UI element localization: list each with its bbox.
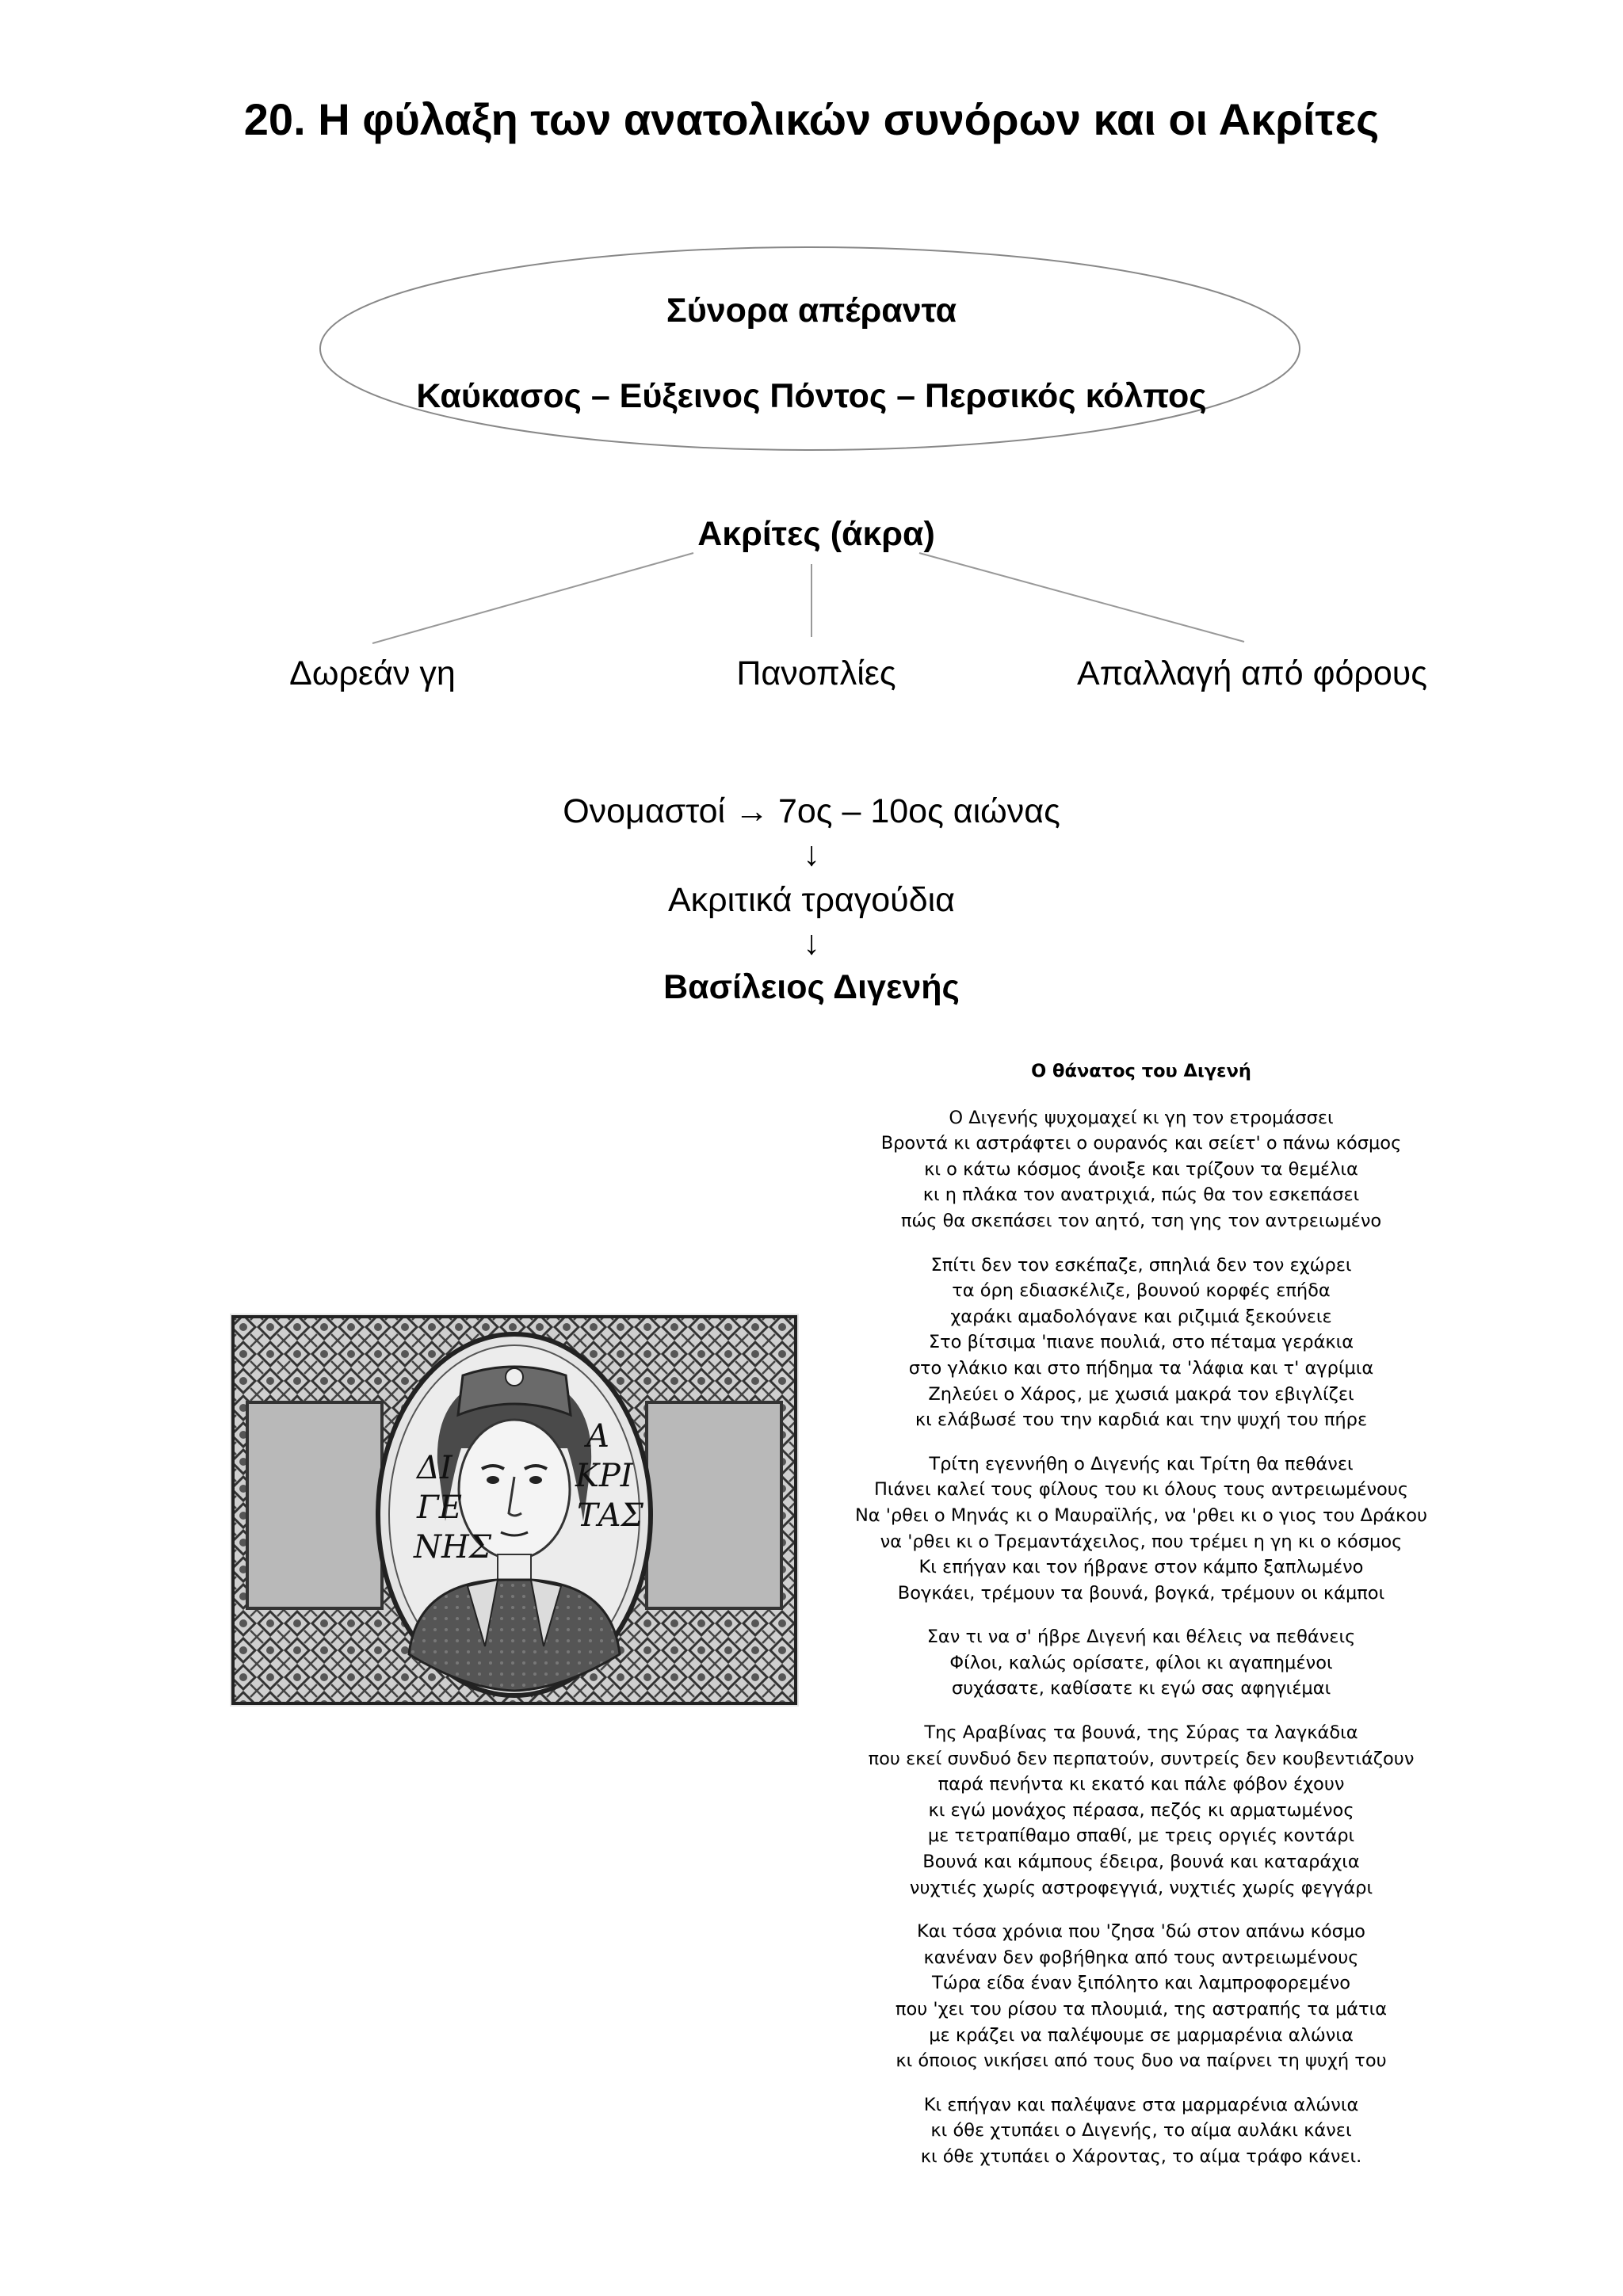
poem-line: Βογκάει, τρέμουν τα βουνά, βογκά, τρέμουν οι κάμποι bbox=[897, 1582, 1385, 1604]
svg-text:ΝΗΣ: ΝΗΣ bbox=[414, 1529, 492, 1566]
branch-armor: Πανοπλίες bbox=[736, 654, 896, 692]
poem-line: κι όθε χτυπάει ο Διγενής, το αίμα αυλάκι κάνει bbox=[930, 2120, 1352, 2142]
image-lettering-left: ΔΙ bbox=[417, 1450, 453, 1486]
chain-famous: Ονομαστοί → 7ος – 10ος αιώνας bbox=[563, 792, 1060, 830]
poem-line: με τετραπίθαμο σπαθί, με τρεις οργιές κοντάρι bbox=[927, 1825, 1355, 1847]
poem-stanza bbox=[808, 1451, 1474, 1607]
poem-line: Σαν τι να σ' ήβρε Διγενή και θέλεις να πεθάνεις bbox=[926, 1627, 1356, 1648]
borders-heading: Σύνορα απέραντα bbox=[666, 292, 957, 330]
svg-text:ΓΕ: ΓΕ bbox=[417, 1489, 462, 1526]
poem-stanza bbox=[808, 1253, 1474, 1433]
poem-line: χαράκι αμαδολόγανε και ριζιμιά ξεκούνειε bbox=[950, 1306, 1332, 1327]
branch-free-land: Δωρεάν γη bbox=[289, 654, 456, 692]
poem-title: Ο θάνατος του Διγενή bbox=[1031, 1061, 1251, 1081]
poem-line: Ζηλεύει ο Χάρος, με χωσιά μακρά τον εβιγλίζει bbox=[928, 1383, 1354, 1405]
poem-stanza bbox=[808, 1624, 1474, 1702]
chain-digenis: Βασίλειος Διγενής bbox=[663, 968, 960, 1006]
poem-stanza bbox=[808, 1105, 1474, 1234]
down-arrow-icon: ↓ bbox=[803, 924, 820, 962]
poem-line: Φίλοι, καλώς ορίσατε, φίλοι κι αγαπημένοι bbox=[949, 1652, 1333, 1673]
poem-line: κι όποιος νικήσει από τους δυο να παίρνει τη ψυχή του bbox=[896, 2050, 1387, 2072]
poem-line: Τρίτη εγεννήθη ο Διγενής και Τρίτη θα πεθάνει bbox=[929, 1453, 1354, 1474]
poem-line: Τώρα είδα έναν ξιπόλητο και λαμπροφορεμένο bbox=[932, 1973, 1350, 1994]
digenis-portrait-image bbox=[230, 1314, 799, 1707]
poem-line: πώς θα σκεπάσει τον αητό, τση γης τον αντρειωμένο bbox=[900, 1210, 1382, 1231]
poem-line: που 'χει του ρίσου τα πλουμιά, της αστραπής τα μάτια bbox=[895, 1999, 1388, 2019]
poem-line: Σπίτι δεν τον εσκέπαζε, σπηλιά δεν τον εχώρει bbox=[930, 1254, 1352, 1276]
poem-stanza bbox=[808, 1919, 1474, 2074]
poem-line: Ο Διγενής ψυχομαχεί κι γη τον ετρομάσσει bbox=[949, 1107, 1334, 1128]
poem-line: Πιάνει καλεί τους φίλους του κι όλους τους αντρειωμένους bbox=[873, 1479, 1409, 1501]
poem-line: Βουνά και κάμπους έδειρα, βουνά και καταράχια bbox=[922, 1852, 1360, 1873]
poem-line: Κι επήγαν και τον ήβρανε στον κάμπο ξαπλωμένο bbox=[918, 1557, 1364, 1578]
poem-line: τα όρη εδιασκέλιζε, βουνού κορφές επήδα bbox=[952, 1280, 1331, 1302]
poem-line: Στο βίτσιμα 'πιανε πουλιά, στο πέταμα γεράκια bbox=[928, 1332, 1354, 1353]
branch-line-left bbox=[372, 553, 693, 643]
page-title: 20. Η φύλαξη των ανατολικών συνόρων και οι Ακρίτες bbox=[243, 94, 1380, 144]
borders-places: Καύκασος – Εύξεινος Πόντος – Περσικός κόλπος bbox=[416, 377, 1207, 415]
poem-line: κι ελάβωσέ του την καρδιά και την ψυχή του πήρε bbox=[915, 1409, 1368, 1431]
chain-songs: Ακριτικά τραγούδια bbox=[667, 881, 956, 919]
akrites-heading: Ακρίτες (άκρα) bbox=[697, 515, 935, 553]
poem bbox=[808, 1058, 1474, 2188]
poem-line: κι ο κάτω κόσμος άνοιξε και τρίζουν τα θεμέλια bbox=[924, 1158, 1358, 1180]
poem-line: συχάσατε, καθίσατε κι εγώ σας αφηγιέμαι bbox=[951, 1678, 1331, 1699]
poem-line: κι εγώ μονάχος πέρασα, πεζός κι αρματωμένος bbox=[928, 1799, 1354, 1821]
poem-line: που εκεί συνδυό δεν περπατούν, συντρείς δεν κουβεντιάζουν bbox=[868, 1748, 1415, 1769]
svg-text:ΚΡΙ: ΚΡΙ bbox=[575, 1458, 633, 1494]
borders-oval bbox=[320, 247, 1300, 450]
branch-line-right bbox=[919, 553, 1244, 642]
poem-line: νυχτιές χωρίς αστροφεγγιά, νυχτιές χωρίς φεγγάρι bbox=[909, 1877, 1373, 1898]
poem-line: με κράζει να παλέψουμε σε μαρμαρένια αλώνια bbox=[929, 2024, 1354, 2046]
poem-line: να 'ρθει κι ο Τρεμαντάχειλος, που τρέμει η γη κι ο κόσμος bbox=[880, 1531, 1403, 1552]
poem-line: κι όθε χτυπάει ο Χάροντας, το αίμα τράφο κάνει. bbox=[920, 2145, 1362, 2167]
image-lettering-right: Α bbox=[586, 1418, 609, 1455]
poem-line: Να 'ρθει ο Μηνάς κι ο Μαυραϊλής, να 'ρθει κι ο γιος του Δράκου bbox=[854, 1505, 1428, 1526]
poem-line: κι η πλάκα τον ανατριχιά, πώς θα τον εσκεπάσει bbox=[922, 1184, 1360, 1206]
poem-line: στο γλάκιο και στο πήδημα τα 'λάφια και τ' αγρίμια bbox=[908, 1357, 1374, 1379]
poem-stanza bbox=[808, 2092, 1474, 2170]
poem-line: Κι επήγαν και παλέψανε στα μαρμαρένια αλώνια bbox=[923, 2094, 1359, 2115]
poem-line: παρά πενήντα κι εκατό και πάλε φόβον έχουν bbox=[938, 1774, 1345, 1795]
poem-line: Και τόσα χρόνια που 'ζησα 'δώ στον απάνω κόσμο bbox=[917, 1921, 1365, 1943]
poem-line: κανέναν δεν φοβήθηκα από τους αντρειωμένους bbox=[923, 1947, 1359, 1968]
poem-line: Βροντά κι αστράφτει ο ουρανός και σείετ' ο πάνω κόσμος bbox=[880, 1133, 1402, 1154]
down-arrow-icon: ↓ bbox=[803, 835, 820, 873]
poem-line: Της Αραβίνας τα βουνά, της Σύρας τα λαγκάδια bbox=[924, 1722, 1358, 1744]
branch-tax-exemption: Απαλλαγή από φόρους bbox=[1077, 654, 1427, 692]
poem-stanza bbox=[808, 1720, 1474, 1901]
svg-text:ΤΑΣ: ΤΑΣ bbox=[577, 1497, 643, 1534]
